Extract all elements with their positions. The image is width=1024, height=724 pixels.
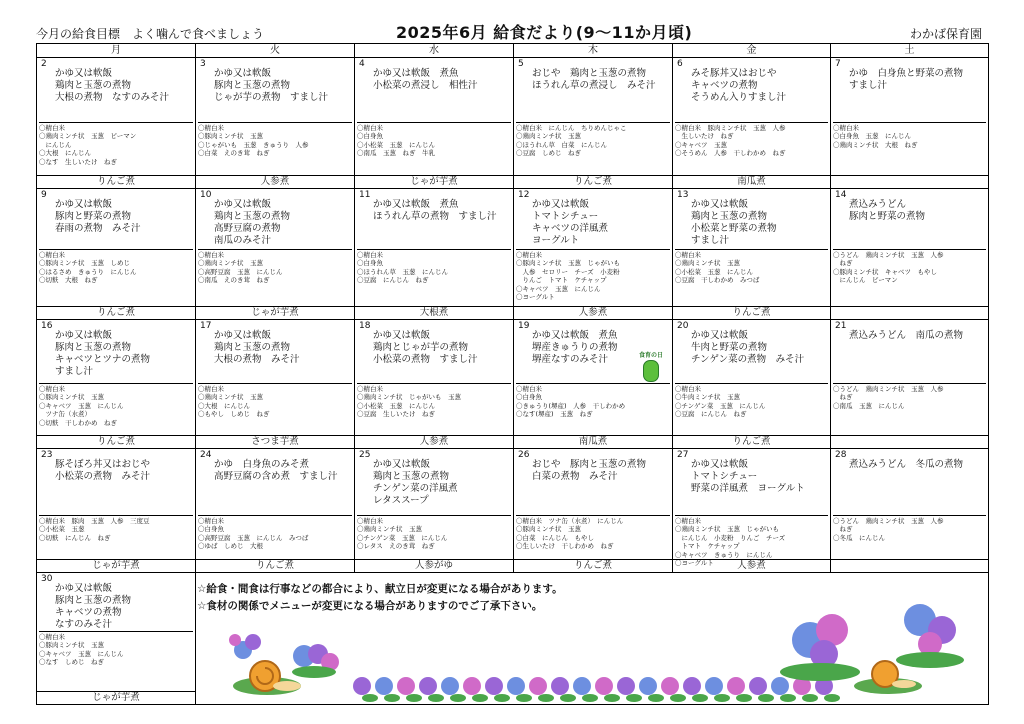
day-ingredients: 〇精白米 豚肉 玉葱 人参 三度豆 〇小松菜 玉葱 〇切麩 にんじん ねぎ (39, 515, 193, 542)
day-snack: りんご煮 (673, 435, 830, 448)
hydrangea-leaf (516, 694, 532, 702)
day-snack: 人参煮 (196, 175, 354, 188)
hydrangea-leaf (736, 694, 752, 702)
hydrangea-leaf (604, 694, 620, 702)
hydrangea-flower (727, 677, 745, 695)
badge-label: 食育の日 (638, 352, 663, 359)
hydrangea-flower (485, 677, 503, 695)
hydrangea-flower (441, 677, 459, 695)
day-ingredients: 〇精白米 〇鶏肉ミンチ状 じゃがいも 玉葱 〇小松菜 玉葱 にんじん 〇豆腐 生しいたけ ねぎ (357, 383, 511, 419)
day-snack (831, 175, 988, 188)
day-snack: 大根煮 (355, 306, 513, 319)
day-snack: 南瓜煮 (673, 175, 830, 188)
week-row (37, 189, 989, 320)
day-cell-14 (831, 189, 989, 320)
day-cell-28 (831, 449, 989, 573)
day-cell-18 (355, 320, 514, 449)
day-ingredients: 〇精白米 〇白身魚 〇高野豆腐 玉葱 にんじん みつば 〇ゆば しめじ 大根 (198, 515, 352, 551)
hydrangea-leaf (384, 694, 400, 702)
hydrangea-flower (639, 677, 657, 695)
day-cell-7 (831, 58, 989, 189)
day-ingredients: 〇精白米 にんじん ちりめんじゃこ 〇鶏肉ミンチ状 玉葱 〇ほうれん草 白菜 にんじん 〇豆腐 しめじ ねぎ (516, 122, 670, 158)
day-cell-30 (37, 573, 196, 705)
day-ingredients: 〇精白米 〇鶏肉ミンチ状 玉葱 〇小松菜 玉葱 にんじん 〇豆腐 干しわかめ みつば (675, 249, 828, 285)
day-date: 12 (518, 190, 530, 200)
day-date: 4 (359, 59, 365, 69)
day-menu: かゆ又は軟飯 トマトシチュー キャベツの洋風煮 ヨーグルト (532, 199, 609, 246)
hydrangea-leaf (670, 694, 686, 702)
day-cell-13 (673, 189, 831, 320)
day-menu: かゆ 白身魚と野菜の煮物 すまし汁 (849, 68, 964, 91)
day-date: 23 (41, 450, 53, 460)
hydrangea-flower (705, 677, 723, 695)
day-menu: かゆ又は軟飯 豚肉と野菜の煮物 春雨の煮物 みそ汁 (55, 199, 141, 234)
day-date: 30 (41, 574, 53, 584)
day-cell-21 (831, 320, 989, 449)
hydrangea-leaf (428, 694, 444, 702)
hydrangea-flower (551, 677, 569, 695)
day-date: 11 (359, 190, 371, 200)
day-snack (831, 306, 988, 319)
day-menu: かゆ又は軟飯 鶏肉と玉葱の煮物 高野豆腐の煮物 南瓜のみそ汁 (214, 199, 291, 246)
day-cell-4 (355, 58, 514, 189)
day-snack: じゃが芋煮 (37, 559, 195, 572)
day-date: 2 (41, 59, 47, 69)
hydrangea-flower (617, 677, 635, 695)
hydrangea-flower (375, 677, 393, 695)
hydrangea-leaf (648, 694, 664, 702)
day-date: 6 (677, 59, 683, 69)
day-date: 10 (200, 190, 212, 200)
notice-line-2: ☆食材の関係でメニューが変更になる場合がありますのでご了承下さい。 (197, 600, 543, 612)
day-snack: りんご煮 (514, 175, 672, 188)
day-menu: 煮込みうどん 豚肉と野菜の煮物 (849, 199, 926, 222)
school-name: わかば保育園 (909, 27, 982, 41)
day-snack (831, 435, 988, 448)
day-snack: じゃが芋煮 (355, 175, 513, 188)
hydrangea-leaf (714, 694, 730, 702)
day-date: 24 (200, 450, 212, 460)
hydrangea-flower (507, 677, 525, 695)
week-row (37, 58, 989, 189)
day-date: 26 (518, 450, 530, 460)
hydrangea-snail-right (770, 600, 980, 700)
day-cell-17 (196, 320, 355, 449)
day-ingredients: 〇精白米 〇鶏肉ミンチ状 玉葱 〇高野豆腐 玉葱 にんじん 〇南瓜 えのき茸 ねぎ (198, 249, 352, 285)
day-ingredients: 〇精白米 〇豚肉ミンチ状 玉葱 〇キャベツ 玉葱 にんじん ツナ缶（水煮） 〇切麩 干しわかめ ねぎ (39, 383, 193, 427)
day-ingredients: 〇うどん 鶏肉ミンチ状 玉葱 人参 ねぎ 〇冬瓜 にんじん (833, 515, 986, 542)
day-cell-11 (355, 189, 514, 320)
day-snack (831, 559, 988, 572)
day-menu: かゆ又は軟飯 鶏肉と玉葱の煮物 小松菜と野菜の煮物 すまし汁 (691, 199, 777, 246)
day-ingredients: 〇精白米 〇鶏肉ミンチ状 玉葱 〇大根 にんじん 〇もやし しめじ ねぎ (198, 383, 352, 419)
day-menu: かゆ又は軟飯 豚肉と玉葱の煮物 キャベツの煮物 なすのみそ汁 (55, 583, 132, 630)
day-cell-19 (514, 320, 673, 449)
hydrangea-flower (573, 677, 591, 695)
day-menu: かゆ又は軟飯 鶏肉と玉葱の煮物 チンゲン菜の洋風煮 レタススープ (373, 459, 458, 506)
hydrangea-leaf (406, 694, 422, 702)
day-menu: かゆ又は軟飯 鶏肉とじゃが芋の煮物 小松菜の煮物 すまし汁 (373, 330, 478, 365)
day-ingredients: 〇精白米 豚肉ミンチ状 玉葱 人参 生しいたけ ねぎ 〇キャベツ 玉葱 〇そうめん 人参 干しわかめ ねぎ (675, 122, 828, 158)
day-date: 27 (677, 450, 689, 460)
weekday-tue: 火 (196, 44, 355, 58)
monthly-goal: 今月の給食目標 よく噛んで食べましょう (36, 27, 265, 41)
day-date: 20 (677, 321, 689, 331)
day-ingredients: 〇うどん 鶏肉ミンチ状 玉葱 人参 ねぎ 〇豚肉ミンチ状 キャベツ もやし にんじん ピーマン (833, 249, 986, 285)
day-ingredients: 〇精白米 ツナ缶（水煮） にんじん 〇豚肉ミンチ状 玉葱 〇白菜 にんじん もやし 〇生しいたけ 干しわかめ ねぎ (516, 515, 670, 551)
day-menu: かゆ 白身魚のみそ煮 高野豆腐の含め煮 すまし汁 (214, 459, 338, 482)
hydrangea-flower (683, 677, 701, 695)
day-cell-23 (37, 449, 196, 573)
day-menu: 煮込みうどん 南瓜の煮物 (849, 330, 964, 341)
day-menu: かゆ又は軟飯 トマトシチュー 野菜の洋風煮 ヨーグルト (691, 459, 805, 494)
hydrangea-leaf (538, 694, 554, 702)
day-ingredients: 〇精白米 〇豚肉ミンチ状 玉葱 〇キャベツ 玉葱 にんじん 〇なす しめじ ねぎ (39, 631, 193, 667)
day-menu: かゆ又は軟飯 鶏肉と玉葱の煮物 大根の煮物 みそ汁 (214, 330, 300, 365)
weekday-mon: 月 (37, 44, 196, 58)
day-cell-16 (37, 320, 196, 449)
day-date: 21 (835, 321, 847, 331)
day-menu: かゆ又は軟飯 豚肉と玉葱の煮物 キャベツとツナの煮物 すまし汁 (55, 330, 151, 377)
day-date: 5 (518, 59, 524, 69)
hydrangea-cluster-left (284, 640, 344, 680)
day-cell-27 (673, 449, 831, 573)
vegetable-mascot-icon (643, 360, 659, 382)
day-ingredients: 〇精白米 〇白身魚 〇小松菜 玉葱 にんじん 〇南瓜 玉葱 ねぎ 牛乳 (357, 122, 511, 158)
hydrangea-flower (419, 677, 437, 695)
day-date: 14 (835, 190, 847, 200)
hydrangea-leaf (450, 694, 466, 702)
hydrangea-flower (353, 677, 371, 695)
day-ingredients: 〇精白米 〇白身魚 〇きゅうり(堺産) 人参 干しわかめ 〇なす(堺産) 玉葱 ねぎ (516, 383, 670, 419)
day-cell-10 (196, 189, 355, 320)
day-snack: りんご煮 (673, 306, 830, 319)
day-cell-26 (514, 449, 673, 573)
day-cell-2 (37, 58, 196, 189)
day-cell-5 (514, 58, 673, 189)
hydrangea-leaf (362, 694, 378, 702)
day-cell-25 (355, 449, 514, 573)
day-menu: かゆ又は軟飯 鶏肉と玉葱の煮物 大根の煮物 なすのみそ汁 (55, 68, 170, 103)
day-cell-6 (673, 58, 831, 189)
hydrangea-flower (529, 677, 547, 695)
notice-text (197, 581, 563, 615)
day-snack: 人参がゆ (355, 559, 513, 572)
day-menu: おじや 鶏肉と玉葱の煮物 ほうれん草の煮浸し みそ汁 (532, 68, 656, 91)
day-snack: 人参煮 (673, 559, 830, 572)
weekday-fri: 金 (673, 44, 831, 58)
hydrangea-leaf (692, 694, 708, 702)
day-ingredients: 〇精白米 〇豚肉ミンチ状 玉葱 しめじ 〇はるさめ きゅうり にんじん 〇切麩 大根 ねぎ (39, 249, 193, 285)
day-snack: 人参煮 (514, 306, 672, 319)
weekday-header-row (37, 44, 989, 58)
day-ingredients: 〇精白米 〇白身魚 〇ほうれん草 玉葱 にんじん 〇豆腐 にんじん ねぎ (357, 249, 511, 285)
day-date: 13 (677, 190, 689, 200)
day-menu: みそ豚丼又はおじや キャベツの煮物 そうめん入りすまし汁 (691, 68, 787, 103)
day-menu: かゆ又は軟飯 牛肉と野菜の煮物 チンゲン菜の煮物 みそ汁 (691, 330, 805, 365)
week-row (37, 449, 989, 573)
day-menu: 豚そぼろ丼又はおじや 小松菜の煮物 みそ汁 (55, 459, 151, 482)
hydrangea-leaf (494, 694, 510, 702)
week-row (37, 320, 989, 449)
day-cell-3 (196, 58, 355, 189)
day-snack: りんご煮 (37, 175, 195, 188)
day-menu: かゆ又は軟飯 豚肉と玉葱の煮物 じゃが芋の煮物 すまし汁 (214, 68, 329, 103)
hydrangea-flower (749, 677, 767, 695)
day-date: 7 (835, 59, 841, 69)
weekday-sat: 土 (831, 44, 989, 58)
day-snack: りんご煮 (196, 559, 354, 572)
day-ingredients: 〇精白米 〇鶏肉ミンチ状 玉葱 〇チンゲン菜 玉葱 にんじん 〇レタス えのき茸 ねぎ (357, 515, 511, 551)
hydrangea-leaf (472, 694, 488, 702)
day-snack: 南瓜煮 (514, 435, 672, 448)
notice-line-1: ☆給食・間食は行事などの都合により、献立日が変更になる場合があります。 (197, 583, 563, 595)
day-snack: りんご煮 (37, 306, 195, 319)
day-menu: 煮込みうどん 冬瓜の煮物 (849, 459, 964, 470)
page-header (36, 22, 988, 42)
day-menu: おじや 豚肉と玉葱の煮物 白菜の煮物 みそ汁 (532, 459, 647, 482)
day-menu: かゆ又は軟飯 煮魚 堺産きゅうりの煮物 堺産なすのみそ汁 (532, 330, 618, 365)
day-cell-9 (37, 189, 196, 320)
day-menu: かゆ又は軟飯 煮魚 小松菜の煮浸し 相性汁 (373, 68, 478, 91)
day-snack: りんご煮 (514, 559, 672, 572)
day-ingredients: 〇うどん 鶏肉ミンチ状 玉葱 人参 ねぎ 〇南瓜 玉葱 にんじん (833, 383, 986, 410)
day-date: 17 (200, 321, 212, 331)
day-cell-12 (514, 189, 673, 320)
hydrangea-leaf (626, 694, 642, 702)
day-date: 3 (200, 59, 206, 69)
day-cell-20 (673, 320, 831, 449)
day-snack: さつま芋煮 (196, 435, 354, 448)
hydrangea-leaf (582, 694, 598, 702)
hydrangea-flower (463, 677, 481, 695)
day-ingredients: 〇精白米 〇鶏肉ミンチ状 玉葱 じゃがいも にんじん 小麦粉 りんご チーズ トマト ケチャップ 〇キャベツ きゅうり にんじん 〇ヨーグルト (675, 515, 828, 567)
day-date: 16 (41, 321, 53, 331)
day-snack: りんご煮 (37, 435, 195, 448)
hydrangea-flower (595, 677, 613, 695)
day-snack: じゃが芋煮 (196, 306, 354, 319)
page-title: 2025年6月 給食だより(9～11か月頃) (396, 23, 693, 42)
day-date: 18 (359, 321, 371, 331)
day-ingredients: 〇精白米 〇白身魚 玉葱 にんじん 〇鶏肉ミンチ状 大根 ねぎ (833, 122, 986, 149)
day-ingredients: 〇精白米 〇豚肉ミンチ状 玉葱 じゃがいも 人参 セロリー チーズ 小麦粉 りんご トマト ケチャップ 〇キャベツ 玉葱 にんじん 〇ヨーグルト (516, 249, 670, 301)
day-ingredients: 〇精白米 〇豚肉ミンチ状 玉葱 〇じゃがいも 玉葱 きゅうり 人参 〇白菜 えのき茸 ねぎ (198, 122, 352, 158)
day-snack: じゃが芋煮 (37, 691, 195, 704)
weekday-wed: 水 (355, 44, 514, 58)
day-menu: かゆ又は軟飯 煮魚 ほうれん草の煮物 すまし汁 (373, 199, 497, 222)
hydrangea-leaf (560, 694, 576, 702)
shokuiku-day-badge (634, 350, 668, 382)
day-snack: 人参煮 (355, 435, 513, 448)
day-ingredients: 〇精白米 〇牛肉ミンチ状 玉葱 〇チンゲン菜 玉葱 にんじん 〇豆腐 にんじん ねぎ (675, 383, 828, 419)
day-date: 9 (41, 190, 47, 200)
day-ingredients: 〇精白米 〇鶏肉ミンチ状 玉葱 ピーマン にんじん 〇大根 にんじん 〇なす 生しいたけ ねぎ (39, 122, 193, 166)
hydrangea-flower (661, 677, 679, 695)
day-date: 25 (359, 450, 371, 460)
day-cell-24 (196, 449, 355, 573)
day-date: 19 (518, 321, 530, 331)
day-date: 28 (835, 450, 847, 460)
hydrangea-flower (397, 677, 415, 695)
weekday-thu: 木 (514, 44, 673, 58)
